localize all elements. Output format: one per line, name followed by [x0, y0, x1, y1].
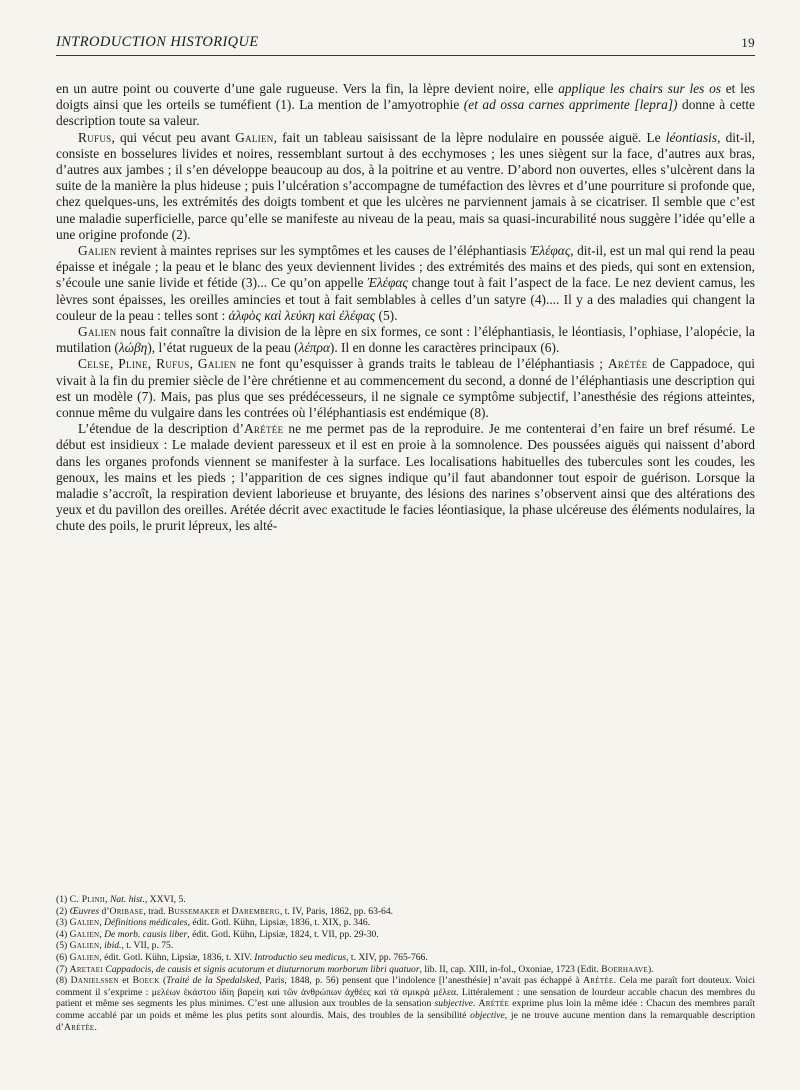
text-run: en un autre point ou couverte d’une gale rugueuse. Vers la fin, la lèpre devient noire, elle: [56, 81, 559, 96]
footnote: [56, 940, 755, 952]
page-number: 19: [741, 35, 755, 50]
italic-text: applique les chairs sur les os: [558, 81, 721, 96]
paragraph: [56, 421, 755, 534]
footnote: [56, 917, 755, 929]
text-run: , t. XIV, pp. 765-766.: [346, 951, 428, 963]
text-run: (5).: [375, 307, 398, 323]
author-name: Danielssen: [70, 975, 119, 987]
text-run: ne font qu’esquisser à grands traits le tableau de l’éléphantiasis ;: [236, 356, 608, 372]
text-run: .: [94, 1021, 97, 1033]
text-run: ,: [99, 928, 105, 940]
author-name: Boeck: [132, 975, 160, 987]
paragraph: [56, 324, 755, 356]
italic-text: Traité de la Spedalsked: [166, 975, 260, 987]
text-run: , Paris, 1848, p. 56) pensent que l’indolence [l’anesthésie] n’avait pas échappé à: [259, 975, 584, 987]
italic-text: léontiasis: [665, 129, 718, 145]
text-run: donne à cette description toute sa valeur.: [56, 97, 756, 129]
author-name: Arétée: [243, 421, 284, 437]
italic-text: Définitions médicales: [104, 917, 188, 929]
text-run: , dit-il, est un mal qui rend la peau épaisse et inégale ; la peau et le blanc des yeux deviennent livides ; des extrémités des mains et des pieds, qui sont en extension, s’écoule une sanie livide et fétide (3)... Ce qu’on appelle: [56, 243, 755, 291]
text-run: (8): [56, 975, 71, 987]
author-name: Galien: [78, 324, 117, 340]
text-run: (7): [56, 963, 70, 975]
italic-text: ἀλφὸς καὶ λεύκη καὶ ἐλέφας: [228, 307, 376, 323]
text-run: (5): [56, 940, 70, 952]
author-name: Boerhaave: [601, 963, 648, 975]
italic-text: ibid.: [104, 940, 122, 952]
text-run: revient à maintes reprises sur les symptômes et les causes de l’éléphantiasis: [116, 243, 530, 259]
author-name: Galien: [69, 951, 100, 963]
author-name: Galien: [78, 243, 117, 259]
paragraph: [56, 81, 755, 130]
author-name: Celse: [78, 356, 110, 372]
footnote: [56, 929, 755, 941]
text-run: (1): [56, 894, 70, 905]
text-run: (3): [56, 917, 70, 929]
italic-text: (et ad ossa carnes apprimente [lepra]): [463, 97, 678, 113]
author-name: Galien: [235, 129, 274, 145]
text-run: ,: [109, 356, 119, 372]
text-run: (6): [56, 951, 70, 963]
italic-text: objective: [470, 1009, 505, 1021]
author-name: Daremberg: [231, 905, 280, 917]
paragraph: [56, 243, 755, 324]
text-run: , édit. Gotl. Kühn, Lipsiæ, 1836, t. XIX, p. 346.: [187, 917, 371, 929]
text-run: , édit. Gotl. Kühn, Lipsiæ, 1824, t. VII, pp. 29-30.: [187, 928, 379, 940]
author-name: Galien: [69, 928, 100, 940]
text-run: ,: [99, 917, 105, 929]
text-run: ,: [105, 894, 110, 905]
footnote: [56, 952, 755, 964]
text-run: de Cappadoce, qui vivait à la fin du premier siècle de l’ère chrétienne et au commencement du second, a donné de l’éléphantiasis une description qui est un modèle (7). Mais, pas plus que ses prédécesseurs, il ne signale ce symptôme subjectif, l’anesthésie des régions atteintes, connue même du vulgaire dans les contrées où l’éléphantiasis est endémique (8).: [56, 356, 755, 421]
paragraph: [56, 356, 755, 421]
text-run: , je ne trouve aucune mention dans la remarquable description d’: [56, 1009, 755, 1033]
text-run: d’: [99, 905, 110, 917]
italic-text: λέπρα: [298, 340, 330, 356]
text-run: ), l’état rugueux de la peau (: [147, 340, 299, 356]
italic-text: Ἐλέφας: [367, 275, 408, 291]
footnote: [56, 975, 755, 1033]
text-run: ,: [189, 356, 198, 372]
author-name: Galien: [69, 917, 100, 929]
italic-text: Œuvres: [69, 905, 100, 917]
text-run: , édit. Gotl. Kühn, Lipsiæ, 1836, t. XIV.: [99, 951, 255, 963]
main-text: [56, 81, 755, 535]
text-run: ).: [647, 963, 654, 975]
text-run: nous fait connaître la division de la lèpre en six formes, ce sont : l’éléphantiasis, le léontiasis, l’ophiase, l’alopécie, la mutilation (: [56, 324, 755, 356]
text-run: exprime plus loin la même idée : Chacun des membres paraît comme accablé par un poids et même les plus petits sont alourdis. Mais, des troubles de la sensibilité: [56, 998, 755, 1021]
text-run: , fait un tableau saisissant de la lèpre nodulaire en poussée aiguë. Le: [273, 129, 666, 145]
text-run: , t. IV, Paris, 1862, pp. 63-64.: [279, 905, 394, 917]
italic-text: subjective: [434, 998, 473, 1010]
text-run: ne me permet pas de la reproduire. Je me contenterai d’en faire un bref résumé. Le début est insidieux : Le malade devient paresseux et il est en proie à la somnolence. Des poussées aiguës qui naissent d’abord dans les organes profonds viennent se manifester à la surface. Les localisations habituelles des tubercules sont les coudes, les genoux, les mains et les pieds ; l’apparition de ces signes indique qu’il faut abandonner tout espoir de guérison. Lorsque la maladie s’accroît, la respiration devient laborieuse et bruyante, des lésions des narines s’observent ainsi que des altérations des yeux et du pavillon des oreilles. Arétée décrit avec exactitude le facies léontiasique, la phase ulcéreuse des éléments nodulaires, la chute des poils, le prurit lépreux, les alté-: [56, 421, 755, 534]
text-run: et: [219, 905, 232, 917]
text-run: , XXVI, 5.: [144, 894, 186, 905]
text-run: , t. VII, p. 75.: [121, 940, 174, 952]
author-name: Bussemaker: [167, 905, 220, 917]
running-header: [56, 34, 755, 56]
text-run: .: [472, 998, 479, 1010]
italic-text: Nat. hist.: [109, 894, 145, 905]
italic-text: λώβη: [118, 340, 148, 356]
italic-text: Ἐλέφας: [529, 243, 571, 259]
text-run: L’étendue de la description d’: [78, 421, 244, 437]
running-title: INTRODUCTION HISTORIQUE: [56, 34, 259, 50]
text-run: . Cela me paraît fort douteux. Voici comment il s’exprime : μελέων ἑκάστου ἰδίη βαρείη καὶ τῶν ἀνθρώπων ἀχθέες καὶ τὰ σμικρὰ μέλεα. Littéralement : une sensation de lourdeur accable chacun des membres du patient et même ses segments les plus minimes. C’est une allusion aux troubles de la sensation: [56, 975, 756, 1010]
footnote: [56, 894, 755, 906]
text-run: (4): [56, 928, 70, 940]
footnotes: [56, 894, 755, 1033]
text-run: ,: [147, 356, 157, 372]
author-name: Galien: [69, 940, 100, 952]
text-run: (: [159, 975, 167, 987]
paragraph: [56, 130, 755, 243]
text-run: , lib. II, cap. XIII, in-fol., Oxoniae, 1723 (Edit.: [419, 963, 602, 975]
author-name: Rufus: [78, 129, 112, 145]
author-name: Rufus: [156, 356, 190, 372]
author-name: Arétée: [64, 1021, 95, 1033]
author-name: Pline: [118, 356, 148, 372]
text-run: et les doigts ainsi que les orteils se tuméfient (1). La mention de l’amyotrophie: [56, 81, 755, 113]
author-name: Arétée: [607, 356, 648, 372]
italic-text: Introductio seu medicus: [254, 951, 347, 963]
footnote: [56, 964, 755, 976]
author-name: Galien: [197, 356, 237, 372]
text-run: (2): [56, 905, 70, 917]
italic-text: De morb. causis liber: [104, 928, 188, 940]
text-run: , trad.: [143, 905, 168, 917]
text-run: ,: [99, 940, 105, 952]
author-name: Arétée: [478, 998, 510, 1010]
footnote: [56, 906, 755, 918]
author-name: Oribase: [109, 905, 144, 917]
text-run: et: [118, 975, 133, 987]
author-name: C. Plinii: [69, 894, 106, 905]
text-run: , dit-il, consiste en bosselures livides et noires, ressemblant surtout à des ecchymoses ; les unes siègent sur la face, d’autres aux bras, d’autres aux jambes ; il s’en développe beaucoup au dos, à la poitrine et au ventre. D’abord non ouvertes, elles s’ulcèrent dans la suite de la manière la plus hideuse ; puis l’ulcération s’accompagne de tuméfaction des lèvres et d’une pourriture si profonde que, chez quelques-uns, les extrémités des doigts tombent et que les ulcères ne parviennent jamais à se cicatriser. Il semble que c’est une maladie superficielle, parce qu’elle se manifeste au niveau de la peau, mais sa quasi-incurabilité nous suggère l’idée qu’elle a une origine profonde (2).: [56, 129, 755, 242]
text-run: , qui vécut peu avant: [111, 129, 236, 145]
text-run: ). Il en donne les caractères principaux (6).: [329, 340, 560, 356]
text-run: change tout à fait l’aspect de la face. Le nez devient camus, les lèvres sont épaisses, les oreilles amincies et tout à fait semblables à celles d’un satyre (4).... Il y a des maladies qui changent la couleur de la peau : telles sont :: [56, 275, 755, 323]
author-name: Aretaei: [69, 963, 103, 975]
author-name: Arétée: [583, 975, 614, 987]
italic-text: Cappadocis, de causis et signis acutorum et diuturnorum morborum libri quatuor: [105, 963, 420, 975]
